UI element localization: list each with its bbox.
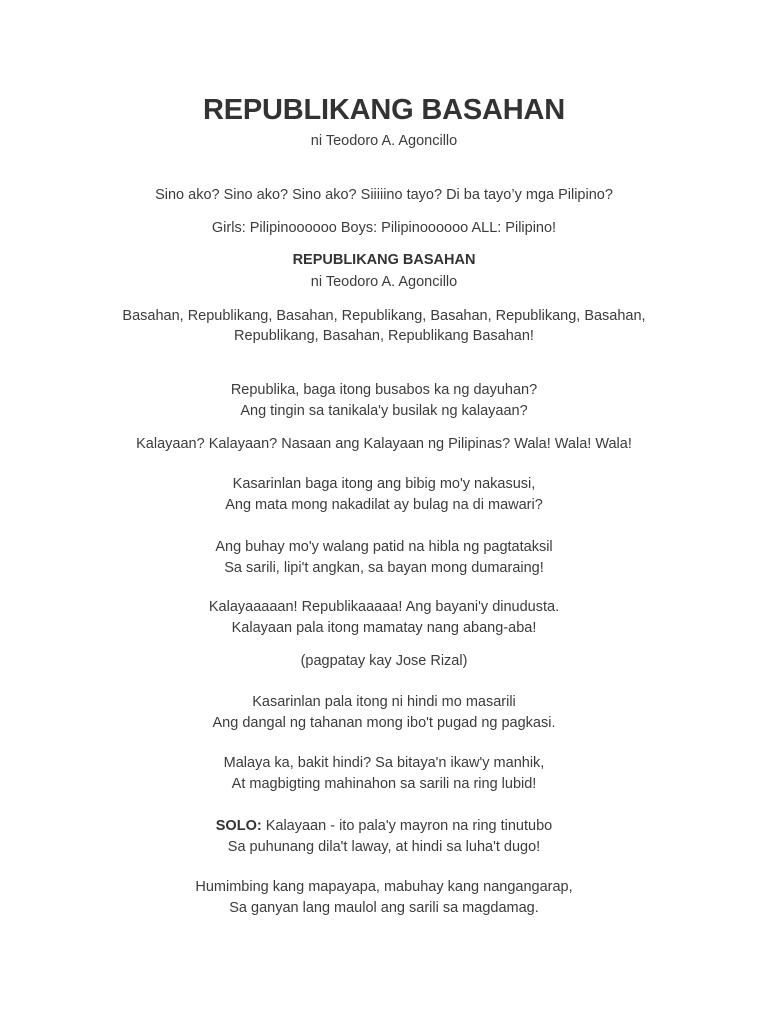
stanza-4-line-1: Ang buhay mo'y walang patid na hibla ng pagtataksil xyxy=(215,539,553,555)
page-title: REPUBLIKANG BASAHAN xyxy=(203,94,565,126)
stanza-7-line-2: Ang dangal ng tahanan mong ibo't pugad ng pagkasi. xyxy=(212,715,556,731)
stanza-3-line-2: Ang mata mong nakadilat ay bulag na di mawari? xyxy=(225,497,543,513)
stanza-5-line-1: Kalayaaaaan! Republikaaaaa! Ang bayani'y dinudusta. xyxy=(208,599,560,615)
stanza-2-line-1: Kalayaan? Kalayaan? Nasaan ang Kalayaan ng Pilipinas? Wala! Wala! Wala! xyxy=(136,436,632,452)
stanza-10-line-2: Sa ganyan lang maulol ang sarili sa magdamag. xyxy=(229,900,539,916)
stanza-7-line-1: Kasarinlan pala itong ni hindi mo masarili xyxy=(252,694,516,710)
stanza-1-line-1: Republika, baga itong busabos ka ng dayuhan? xyxy=(230,382,538,398)
chant-line-2: Republikang, Basahan, Republikang Basahan! xyxy=(234,328,534,344)
stanza-1-line-2: Ang tingin sa tanikala'y busilak ng kalayaan? xyxy=(240,403,528,419)
section-title: REPUBLIKANG BASAHAN xyxy=(292,252,476,268)
stanza-4-line-2: Sa sarili, lipi't angkan, sa bayan mong dumaraing! xyxy=(224,560,544,576)
stanza-3-line-1: Kasarinlan baga itong ang bibig mo'y nakasusi, xyxy=(232,476,536,492)
stanza-10-line-1: Humimbing kang mapayapa, mabuhay kang nangangarap, xyxy=(195,879,573,895)
stanza-5-line-2: Kalayaan pala itong mamatay nang abang-aba! xyxy=(231,620,537,636)
stanza-9-line-1-text: Kalayaan - ito pala'y mayron na ring tinutubo xyxy=(261,818,553,834)
stanza-9-line-1 xyxy=(0,816,768,836)
intro-line-2: Girls: Pilipinoooooo Boys: Pilipinoooooo ALL: Pilipino! xyxy=(211,220,557,236)
section-author: ni Teodoro A. Agoncillo xyxy=(310,274,458,290)
stanza-8-line-1: Malaya ka, bakit hindi? Sa bitaya'n ikaw'y manhik, xyxy=(223,755,545,771)
stanza-8-line-2: At magbigting mahinahon sa sarili na ring lubid! xyxy=(231,776,537,792)
stanza-9-line-2: Sa puhunang dila't laway, at hindi sa luha't dugo! xyxy=(227,839,541,855)
chant-line-1: Basahan, Republikang, Basahan, Republikang, Basahan, Republikang, Basahan, xyxy=(122,308,646,324)
author-line: ni Teodoro A. Agoncillo xyxy=(310,133,458,149)
stanza-6-note: (pagpatay kay Jose Rizal) xyxy=(300,653,468,669)
intro-line-1: Sino ako? Sino ako? Sino ako? Siiiiino tayo? Di ba tayo’y mga Pilipino? xyxy=(155,187,613,203)
solo-label: SOLO: xyxy=(215,818,262,834)
